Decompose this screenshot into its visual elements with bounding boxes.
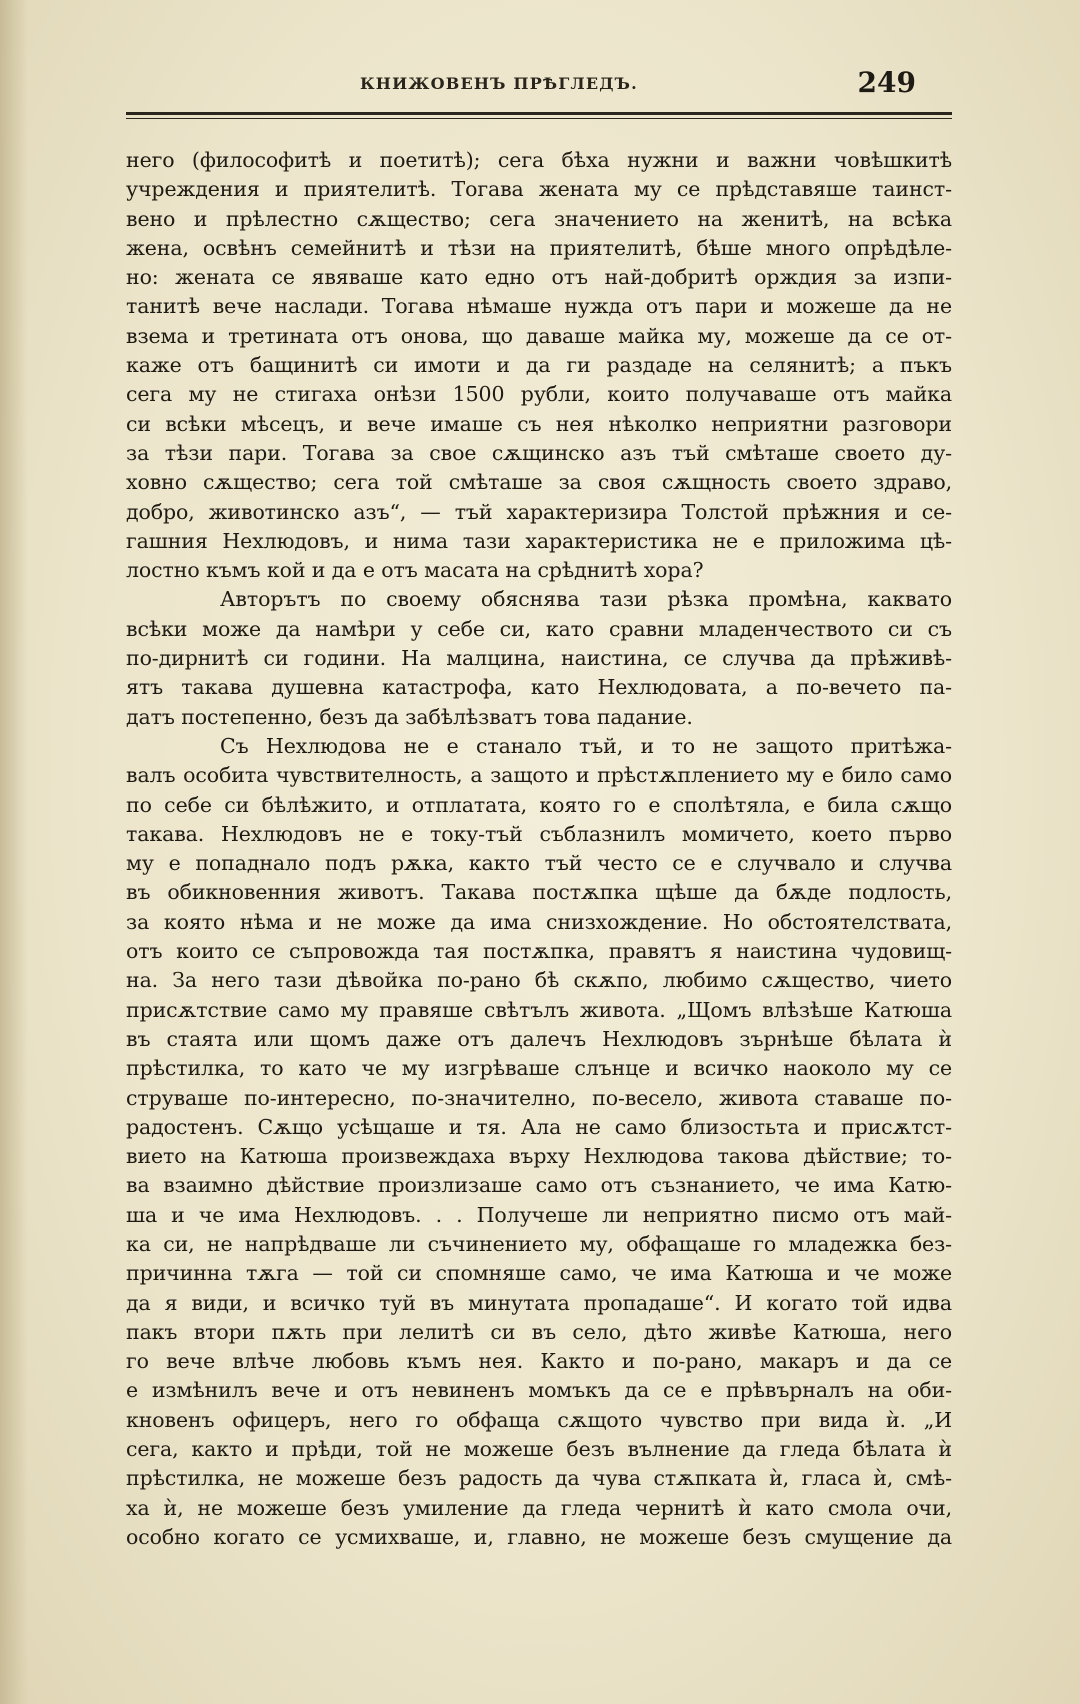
text-line: струваше по-интересно, по-значително, по-весело, живота ставаше по- (126, 1085, 952, 1110)
text-line: сега му не стигаха онѣзи 1500 рубли, които получаваше отъ майка (126, 382, 952, 407)
text-line: вено и прѣлестно сѫщество; сега значението на женитѣ, на всѣка (126, 206, 952, 231)
text-line: по-дирнитѣ си години. На малцина, наистина, се случва да прѣживѣ- (126, 646, 952, 671)
text-line: въ стаята или щомъ даже отъ далечъ Нехлюдовъ зърнѣше бѣлата ѝ (126, 1026, 952, 1051)
text-line: жена, освѣнъ семейнитѣ и тѣзи на приятелитѣ, бѣше много опрѣдѣле- (126, 235, 952, 260)
text-line: за която нѣма и не може да има снизхождение. Но обстоятелствата, (126, 909, 952, 934)
paragraph-3 (126, 732, 952, 1552)
text-line: причинна тѫга — той си спомняше само, че има Катюша и че може (126, 1261, 952, 1286)
text-line: добро, животинско азъ“, — тъй характеризира Толстой прѣжния и се- (126, 499, 952, 524)
text-line: прѣстилка, то като че му изгрѣваше слънце и всичко наоколо му се (126, 1056, 952, 1081)
text-line: танитѣ вече наслади. Тогава нѣмаше нужда отъ пари и можеше да не (126, 294, 952, 319)
text-line: по себе си бѣлѣжито, и отплатата, която го е сполѣтяла, е била сѫщо (126, 792, 952, 817)
text-line: учреждения и приятелитѣ. Тогава жената му се прѣдставяше таинст- (126, 177, 952, 202)
text-line: ва взаимно дѣйствие произлизаше само отъ съзнанието, че има Катю- (126, 1173, 952, 1198)
text-line: радостенъ. Сѫщо усѣщаше и тя. Ала не само близостьта и присѫтст- (126, 1114, 952, 1139)
text-line: ка си, не напрѣдваше ли съчинението му, обфащаше го младежка без- (126, 1231, 952, 1256)
page-number: 249 (857, 66, 916, 99)
text-line: ха ѝ, не можеше безъ умиление да гледа чернитѣ ѝ като смола очи, (126, 1495, 952, 1520)
text-line: ховно сѫщество; сега той смѣташе за своя сѫщность своето здраво, (126, 470, 952, 495)
header-rule (126, 112, 952, 115)
text-line: си всѣки мѣсецъ, и вече имаше съ нея нѣколко неприятни разговори (126, 411, 952, 436)
text-line: Съ Нехлюдова не е станало тъй, и то не защото притѣжа- (220, 733, 952, 758)
text-line: Авторътъ по своему обяснява тази рѣзка промѣна, каквато (220, 587, 952, 612)
paragraph-2 (126, 585, 952, 731)
text-line: да я види, и всичко туй въ минутата пропадаше“. И когато той идва (126, 1290, 952, 1315)
text-line: вието на Катюша произвеждаха върху Нехлюдова такова дѣйствие; то- (126, 1144, 952, 1169)
text-line: го вече влѣче любовь къмъ нея. Както и по-рано, макаръ и да се (126, 1349, 952, 1374)
text-line: пакъ втори пѫть при лелитѣ си въ село, дѣто живѣе Катюша, него (126, 1319, 952, 1344)
running-title: КНИЖОВЕНЪ ПРѢГЛЕДЪ. (360, 74, 638, 93)
text-line: кновенъ офицеръ, него го обфаща сѫщото чувство при вида ѝ. „И (126, 1407, 952, 1432)
text-line: валъ особита чувствителность, а защото и прѣстѫплението му е било само (126, 763, 952, 788)
text-line: за тѣзи пари. Тогава за свое сѫщинско азъ тъй смѣташе своето ду- (126, 440, 952, 465)
text-line: каже отъ бащинитѣ си имоти и да ги раздаде на селянитѣ; а пъкъ (126, 353, 952, 378)
body-text (126, 146, 952, 1552)
text-line: въ обикновенния животъ. Такава постѫпка щѣше да бѫде подлость, (126, 880, 952, 905)
text-line: ятъ такава душевна катастрофа, като Нехлюдовата, а по-вечето па- (126, 675, 952, 700)
text-line: особно когато се усмихваше, и, главно, не можеше безъ смущение да (126, 1524, 952, 1549)
page-header (126, 64, 952, 112)
paragraph-1 (126, 146, 952, 585)
text-line: датъ постепенно, безъ да забѣлѣзватъ това падание. (126, 704, 693, 729)
text-line: гашния Нехлюдовъ, и нима тази характеристика не е приложима цѣ- (126, 528, 952, 553)
text-line: него (философитѣ и поетитѣ); сега бѣха нужни и важни човѣшкитѣ (126, 148, 952, 172)
text-line: му е попаднало подъ рѫка, както тъй често се е случвало и случва (126, 851, 952, 876)
text-line: на. За него тази дѣвойка по-рано бѣ скѫпо, любимо сѫщество, чието (126, 968, 952, 993)
text-line: отъ които се съпровожда тая постѫпка, правятъ я наистина чудовищ- (126, 939, 952, 964)
text-line: сега, както и прѣди, той не можеше безъ вълнение да гледа бѣлата ѝ (126, 1437, 952, 1462)
text-line: такава. Нехлюдовъ не е току-тъй съблазнилъ момичето, което първо (126, 821, 952, 846)
text-line: взема и третината отъ онова, що даваше майка му, можеше да се от- (126, 323, 952, 348)
header-rule-thin (126, 118, 952, 119)
text-line: присѫтствие само му правяше свѣтълъ живота. „Щомъ влѣзѣше Катюша (126, 997, 952, 1022)
text-line: но: жената се явяваше като едно отъ най-добритѣ орждия за изпи- (126, 265, 952, 290)
text-line: е измѣнилъ вече и отъ невиненъ момъкъ да се е прѣвърналъ на оби- (126, 1378, 952, 1403)
text-line: всѣки може да намѣри у себе си, като сравни младенчеството си съ (126, 616, 952, 641)
text-line: прѣстилка, не можеше безъ радость да чува стѫпката ѝ, гласа ѝ, смѣ- (126, 1466, 952, 1491)
text-line: лостно къмъ кой и да е отъ масата на срѣднитѣ хора? (126, 558, 704, 583)
text-line: ша и че има Нехлюдовъ. . . Получеше ли неприятно писмо отъ май- (126, 1202, 952, 1227)
